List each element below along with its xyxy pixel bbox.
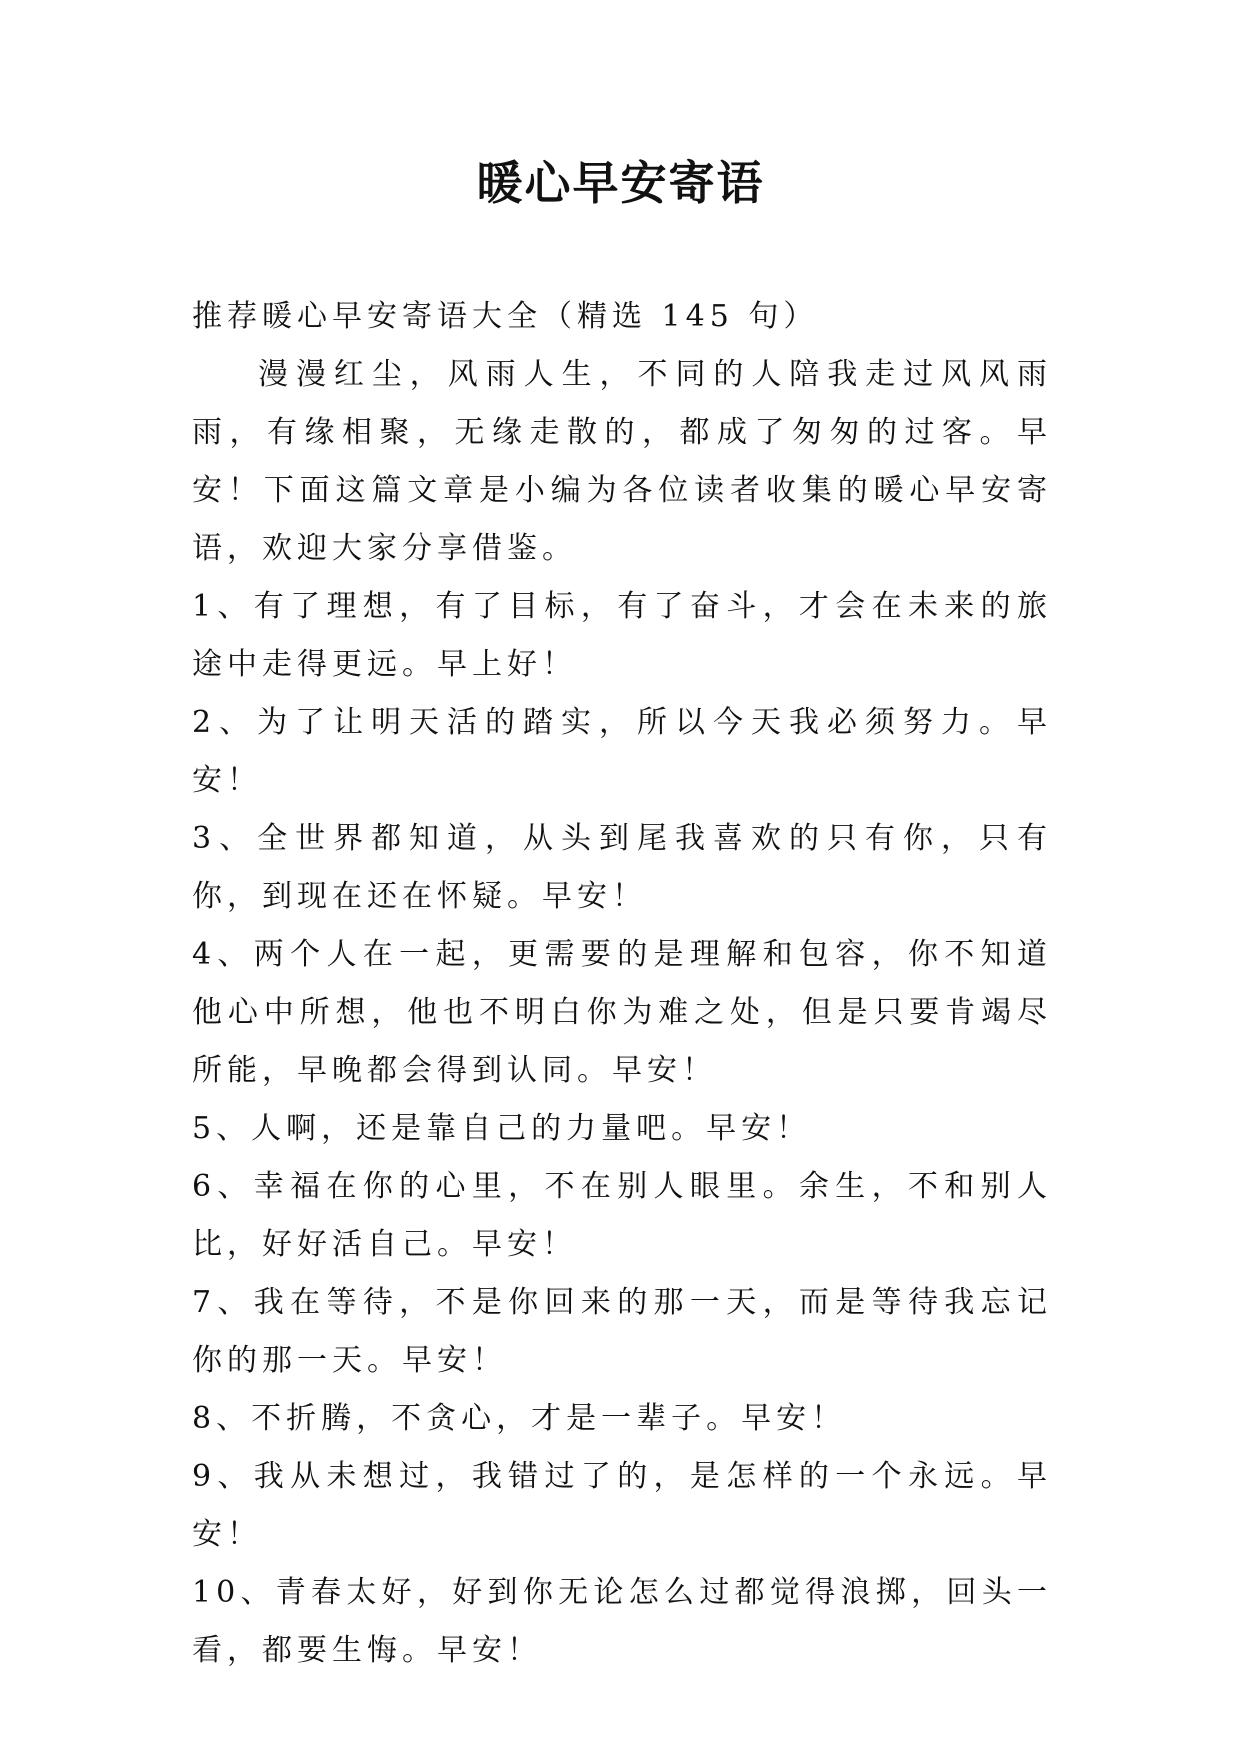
document-body [192, 288, 1052, 1680]
intro-paragraph: 漫漫红尘，风雨人生，不同的人陪我走过风风雨雨，有缘相聚，无缘走散的，都成了匆匆的过客。早安！下面这篇文章是小编为各位读者收集的暖心早安寄语，欢迎大家分享借鉴。 [192, 357, 1052, 566]
list-item: 1、有了理想，有了目标，有了奋斗，才会在未来的旅途中走得更远。早上好！ [192, 589, 1052, 682]
list-item: 2、为了让明天活的踏实，所以今天我必须努力。早安！ [192, 705, 1052, 798]
document-title: 暖心早安寄语 [476, 156, 765, 210]
list-item: 3、全世界都知道，从头到尾我喜欢的只有你，只有你，到现在还在怀疑。早安！ [192, 821, 1052, 914]
list-item: 4、两个人在一起，更需要的是理解和包容，你不知道他心中所想，他也不明白你为难之处，但是只要肯竭尽所能，早晚都会得到认同。早安！ [192, 937, 1052, 1088]
list-item: 5、人啊，还是靠自己的力量吧。早安！ [192, 1111, 812, 1146]
list-item: 10、青春太好，好到你无论怎么过都觉得浪掷，回头一看，都要生悔。早安！ [192, 1575, 1052, 1668]
list-item: 8、不折腾，不贪心，才是一辈子。早安！ [192, 1401, 847, 1436]
list-item: 7、我在等待，不是你回来的那一天，而是等待我忘记你的那一天。早安！ [192, 1285, 1052, 1378]
list-item: 6、幸福在你的心里，不在别人眼里。余生，不和别人比，好好活自己。早安！ [192, 1169, 1052, 1262]
list-item: 9、我从未想过，我错过了的，是怎样的一个永远。早安！ [192, 1459, 1052, 1552]
document-subtitle: 推荐暖心早安寄语大全（精选 145 句） [192, 299, 819, 334]
